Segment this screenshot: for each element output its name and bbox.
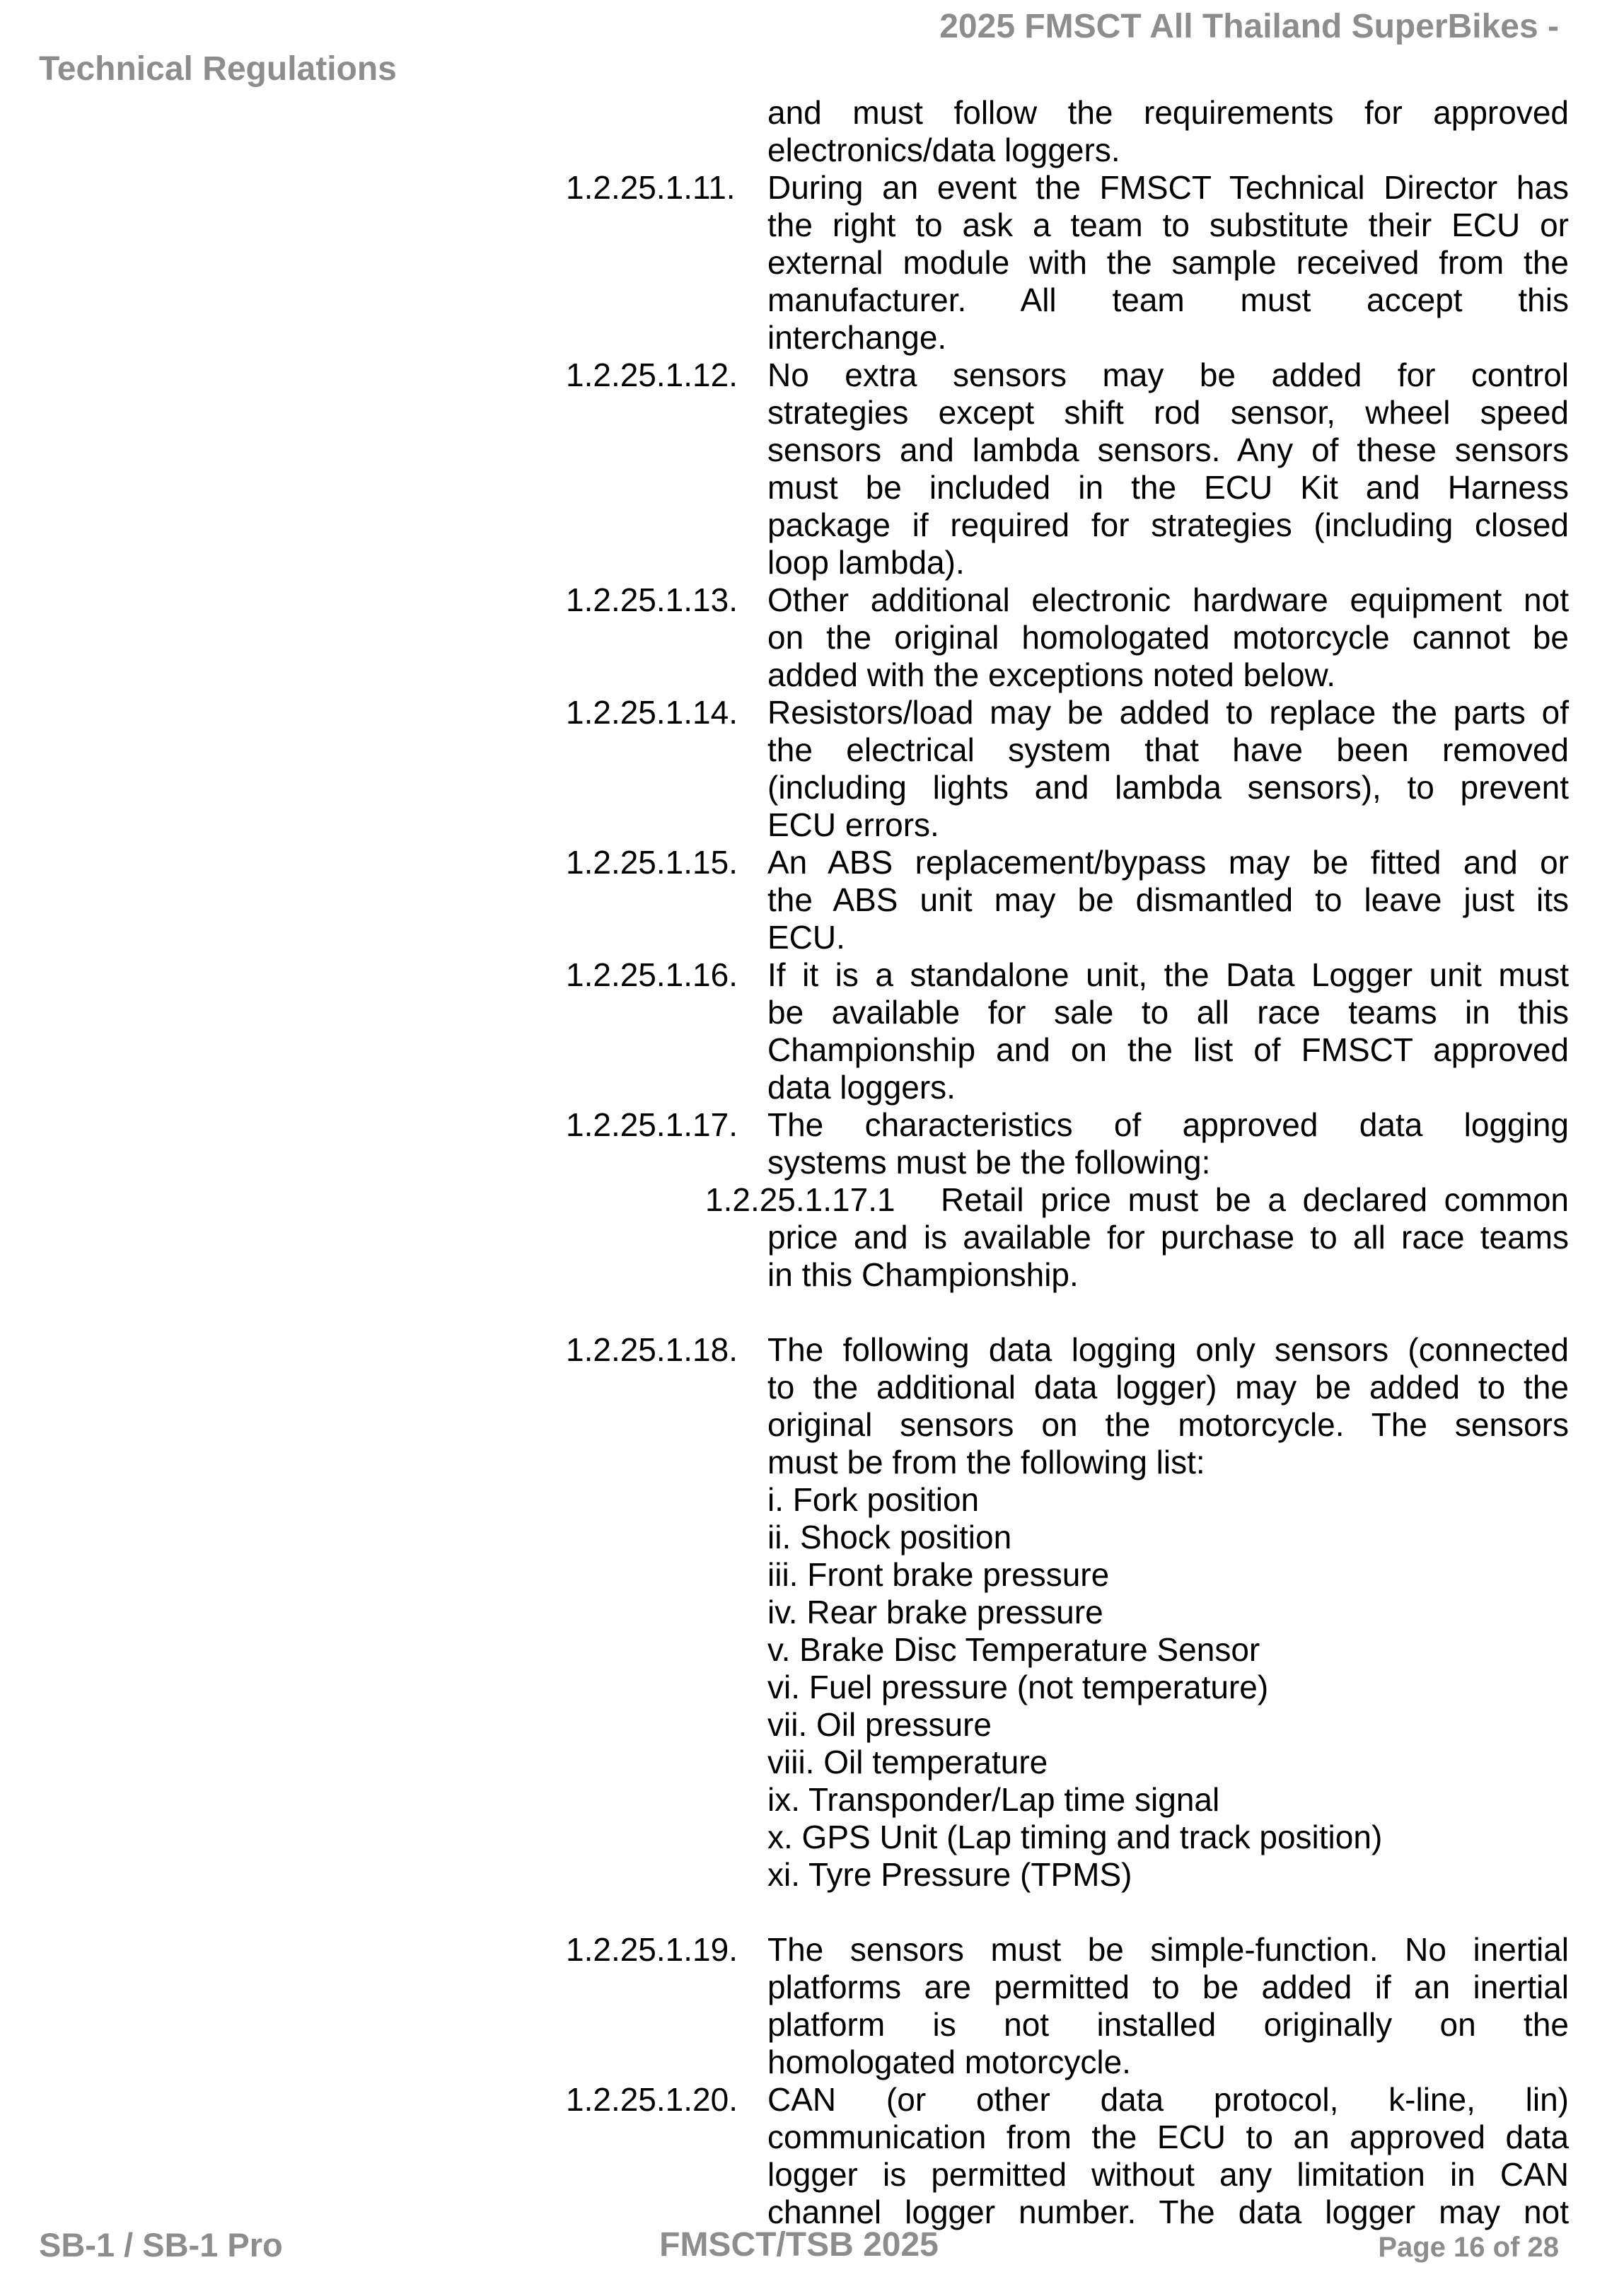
clause-number: 1.2.25.1.14.: [566, 694, 738, 731]
document-body: [566, 94, 1569, 2231]
paragraph-line: interchange.: [767, 319, 947, 356]
clause-1-2-25-1-17-1: [566, 1181, 1569, 1294]
sensor-list-item: iv. Rear brake pressure: [767, 1594, 1103, 1630]
clause-1-2-25-1-11: [566, 169, 1569, 357]
sensor-list-item: viii. Oil temperature: [767, 1744, 1048, 1780]
paragraph-line: added with the exceptions noted below.: [767, 656, 1336, 693]
header-doc-title: 2025 FMSCT All Thailand SuperBikes -: [939, 8, 1559, 45]
paragraph-line: Championship and on the list of FMSCT approved: [767, 1031, 1569, 1068]
footer-page-number: Page 16 of 28: [1378, 2232, 1559, 2263]
paragraph-line: Other additional electronic hardware equipment not: [767, 581, 1569, 618]
clause-1-2-25-1-20: [566, 2081, 1569, 2231]
paragraph-line: electronics/data loggers.: [767, 132, 1120, 168]
paragraph-line: platforms are permitted to be added if an inertial: [767, 1969, 1569, 2005]
paragraph-line: package if required for strategies (including closed: [767, 506, 1569, 543]
clause-1-2-25-1-19: [566, 1931, 1569, 2081]
clause-1-2-25-1-17: [566, 1106, 1569, 1181]
paragraph-line: ECU.: [767, 919, 845, 956]
clause-1-2-25-1-18: [566, 1331, 1569, 1894]
paragraph-line: and must follow the requirements for approved: [767, 94, 1569, 131]
paragraph-line: the electrical system that have been removed: [767, 731, 1569, 768]
sensor-list-item: iii. Front brake pressure: [767, 1556, 1110, 1593]
paragraph-line: the ABS unit may be dismantled to leave just its: [767, 881, 1569, 918]
sensor-list-item: v. Brake Disc Temperature Sensor: [767, 1631, 1260, 1668]
paragraph-line: The following data logging only sensors (connected: [767, 1331, 1569, 1368]
clause-1-2-25-1-12: [566, 357, 1569, 581]
clause-number: 1.2.25.1.11.: [566, 169, 736, 206]
paragraph-line: data loggers.: [767, 1069, 956, 1106]
paragraph-line: strategies except shift rod sensor, wheel speed: [767, 394, 1569, 431]
paragraph-line: on the original homologated motorcycle cannot be: [767, 619, 1569, 656]
clause-number: 1.2.25.1.15.: [566, 844, 738, 881]
clause-number: 1.2.25.1.20.: [566, 2081, 738, 2118]
clause-number: 1.2.25.1.12.: [566, 357, 738, 393]
sensor-list-item: xi. Tyre Pressure (TPMS): [767, 1856, 1132, 1893]
clause-number: 1.2.25.1.16.: [566, 956, 738, 993]
clause-number: 1.2.25.1.17.1: [705, 1181, 895, 1218]
paragraph-line: Resistors/load may be added to replace the parts of: [767, 694, 1569, 731]
sensor-list-item: vii. Oil pressure: [767, 1706, 992, 1743]
footer-doc-code: FMSCT/TSB 2025: [659, 2226, 939, 2264]
paragraph-line: The sensors must be simple-function. No inertial: [767, 1931, 1569, 1968]
header-section-title: Technical Regulations: [39, 50, 397, 88]
sensor-list-item: ix. Transponder/Lap time signal: [767, 1781, 1220, 1818]
clause-number: 1.2.25.1.18.: [566, 1331, 738, 1368]
paragraph-line: platform is not installed originally on the: [767, 2006, 1569, 2043]
paragraph-line: During an event the FMSCT Technical Director has: [767, 169, 1569, 206]
paragraph-line: manufacturer. All team must accept this: [767, 282, 1569, 318]
sensor-list-item: i. Fork position: [767, 1481, 980, 1518]
paragraph-line: homologated motorcycle.: [767, 2044, 1131, 2080]
sensor-list-item: vi. Fuel pressure (not temperature): [767, 1669, 1269, 1705]
continuation-paragraph: [566, 94, 1569, 169]
paragraph-line: systems must be the following:: [767, 1144, 1211, 1181]
paragraph-line: Retail price must be a declared common: [941, 1181, 1569, 1218]
paragraph-line: must be from the following list:: [767, 1444, 1205, 1481]
paragraph-line: to the additional data logger) may be added to the: [767, 1369, 1569, 1406]
paragraph-line: loop lambda).: [767, 544, 965, 581]
paragraph-line: CAN (or other data protocol, k-line, lin): [767, 2081, 1569, 2118]
paragraph-line: If it is a standalone unit, the Data Logger unit must: [767, 956, 1569, 993]
clause-1-2-25-1-14: [566, 694, 1569, 844]
paragraph-line: original sensors on the motorcycle. The sensors: [767, 1406, 1569, 1443]
sensor-list-item: ii. Shock position: [767, 1519, 1012, 1555]
paragraph-line: ECU errors.: [767, 806, 939, 843]
paragraph-line: No extra sensors may be added for control: [767, 357, 1569, 393]
paragraph-line: must be included in the ECU Kit and Harness: [767, 469, 1569, 506]
paragraph-line: sensors and lambda sensors. Any of these sensors: [767, 431, 1569, 468]
page-footer: [39, 2225, 1559, 2269]
paragraph-line: The characteristics of approved data logging: [767, 1106, 1569, 1143]
paragraph-line: be available for sale to all race teams in this: [767, 994, 1569, 1031]
sensor-list-item: x. GPS Unit (Lap timing and track position): [767, 1819, 1383, 1855]
paragraph-line: channel logger number. The data logger may not: [767, 2194, 1569, 2230]
clause-1-2-25-1-15: [566, 844, 1569, 956]
clause-number: 1.2.25.1.17.: [566, 1106, 738, 1143]
paragraph-line: external module with the sample received from the: [767, 244, 1569, 281]
paragraph-line: An ABS replacement/bypass may be fitted and or: [767, 844, 1569, 881]
paragraph-line: (including lights and lambda sensors), to prevent: [767, 769, 1569, 806]
paragraph-line: in this Championship.: [767, 1256, 1079, 1293]
footer-class-label: SB-1 / SB-1 Pro: [39, 2226, 283, 2264]
clause-number: 1.2.25.1.19.: [566, 1931, 738, 1968]
clause-1-2-25-1-16: [566, 956, 1569, 1106]
paragraph-line: the right to ask a team to substitute their ECU or: [767, 207, 1569, 243]
paragraph-line: logger is permitted without any limitation in CAN: [767, 2156, 1569, 2193]
clause-number: 1.2.25.1.13.: [566, 581, 738, 618]
clause-1-2-25-1-13: [566, 581, 1569, 694]
paragraph-line: communication from the ECU to an approved data: [767, 2119, 1569, 2155]
paragraph-line: price and is available for purchase to all race teams: [767, 1219, 1569, 1256]
